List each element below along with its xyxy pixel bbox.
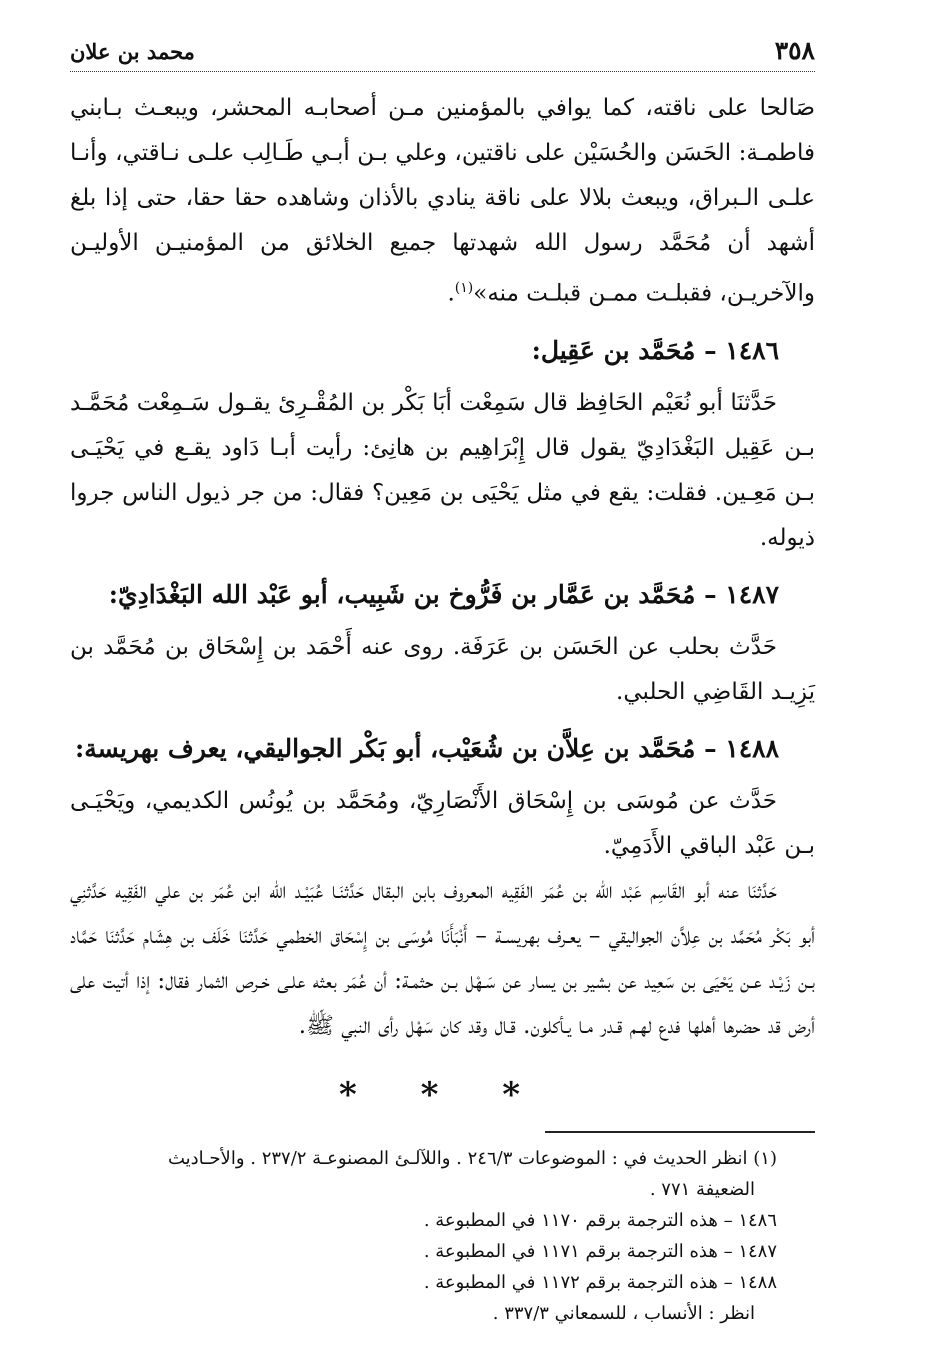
paragraph-text: صَالحا على ناقته، كما يوافي بالمؤمنين مـن أصحابـه المحشر، ويبعـث بـابني فاطمـة: الحَسَن والحُسَيْن على ناقتين، وعلي بـن أبـي طَـالِب علـى نـاقتي، وأنـا علـى الـبراق، ويبعث بلالا على ناقة ينادي بالأذان وشاهده حقا حقا، حتى إذا بلغ أشهد أن مُحَمَّد رسول الله شهدتها جميع الخلائق من المؤمنيـن الأوليـن والآخريـن، فقبلـت ممـن قبلـت منه» — [70, 95, 815, 307]
footnote-ansab: انظر : الأنساب ، للسمعاني ٣٣٧/٣ . — [492, 1302, 755, 1324]
entry-text-1486: حَدَّثنَا أبو نُعَيْم الحَافِظ قال سَمِعْت أبَا بَكْر بن المُقْـرِئ يقـول سَـمِعْت مُحَمَّـد بـن عَقِيل البَغْدَادِيّ يقول قال إِبْرَاهِيم بن هانِئ: رأيت أبـا دَاود يقـع في يَحْيَـى بـن مَعِـين. فقلت: يقع في مثل يَحْيَى بن مَعِين؟ فقال: من جر ذيول الناس جروا ذيوله. — [70, 389, 815, 551]
footnote-1-line-1: (١) انظر الحديث في : الموضوعات ٢٤٦/٣ . واللآلـئ المصنوعـة ٢٣٧/٢ . والأحـاديث — [167, 1147, 777, 1169]
footnote-reference: (١) — [454, 280, 474, 296]
paragraph-continuation: صَالحا على ناقته، كما يوافي بالمؤمنين مـن أصحابـه المحشر، ويبعـث بـابني فاطمـة: الحَسَن والحُسَيْن على ناقتين، وعلي بـن أبـي طَـالِب علـى نـاقتي، وأنـا علـى الـبراق، ويبعث بلالا على ناقة ينادي بالأذان وشاهده حقا حقا، حتى إذا بلغ أشهد أن مُحَمَّد رسول الله شهدتها جميع الخلائق من المؤمنيـن الأوليـن والآخريـن، فقبلـت ممـن قبلـت منه»$^{(١)}$. — [70, 95, 815, 307]
main-text — [70, 86, 815, 1049]
page-header — [70, 36, 815, 72]
entry-text-1487: حَدَّث بحلب عن الحَسَن بن عَرَفَة. روى عنه أَحْمَد بن إِسْحَاق بن مُحَمَّد بن يَزِيـد القَاضِي الحلبي. — [70, 633, 815, 705]
entry-heading-1486: ١٤٨٦ – مُحَمَّد بن عَقِيل: — [531, 335, 779, 365]
entry-heading-1488: ١٤٨٨ – مُحَمَّد بن عِلاَّن بن شُعَيْب، أبو بَكْر الجواليقي، يعرف بهريسة: — [75, 733, 779, 763]
footnote-1-line-2: الضعيفة ٧٧١ . — [649, 1178, 755, 1200]
footnote-divider — [545, 1131, 815, 1133]
footnote-1487: ١٤٨٧ – هذه الترجمة برقم ١١٧١ في المطبوعة . — [423, 1240, 777, 1262]
page-number: ٣٥٨ — [774, 36, 815, 65]
footnotes — [70, 1143, 815, 1329]
entry-heading-1487: ١٤٨٧ – مُحَمَّد بن عَمَّار بن فَرُّوخ بن شَبِيب، أبو عَبْد الله البَغْدَادِيّ: — [108, 579, 779, 609]
entry-text-1488-b: حَدَّثنَا عنه أبو القَاسِم عَبْد الله بن عُمَر الفَقِيه المعروف بابن البقال حَدَّثنَـا عُبَيْـد الله ابن عُمَر بن علي الفَقِيه حَدَّثنِي أبو بَكْر مُحَمَّد بن عِلاَّن الجواليقي – يعـرف بهريسـة – أَنْبَأَنَا مُوسَى بن إِسْحَاق الخطمي حَدَّثنَا خَلَف بن هِشَام حَدَّثنَا حَمَّاد بـن زَيْـد عـن يَحْيَى بن سَعِيد عن بشير بن يسار عن سَـهْل بـن حثمـة: أن عُمَر بعثه علـى خـرص الثمار فقال: إذا أتيت على أرض قد حضرها أهلها فدع لهـم قـدر مـا يـأكلون. قـال وقد كان سَهْل رأى النبي ﷺ. — [70, 877, 815, 1039]
section-separator: * * * — [338, 1074, 546, 1115]
entry-text-1488-a: حَدَّث عن مُوسَى بن إِسْحَاق الأَنْصَارِيّ، ومُحَمَّد بن يُونُس الكديمي، ويَحْيَـى بـن عَبْد الباقي الأَدَمِيّ. — [70, 787, 815, 859]
footnote-1486: ١٤٨٦ – هذه الترجمة برقم ١١٧٠ في المطبوعة . — [423, 1209, 777, 1231]
footnote-1488: ١٤٨٨ – هذه الترجمة برقم ١١٧٢ في المطبوعة . — [423, 1271, 777, 1293]
running-title: محمد بن علان — [70, 39, 195, 64]
